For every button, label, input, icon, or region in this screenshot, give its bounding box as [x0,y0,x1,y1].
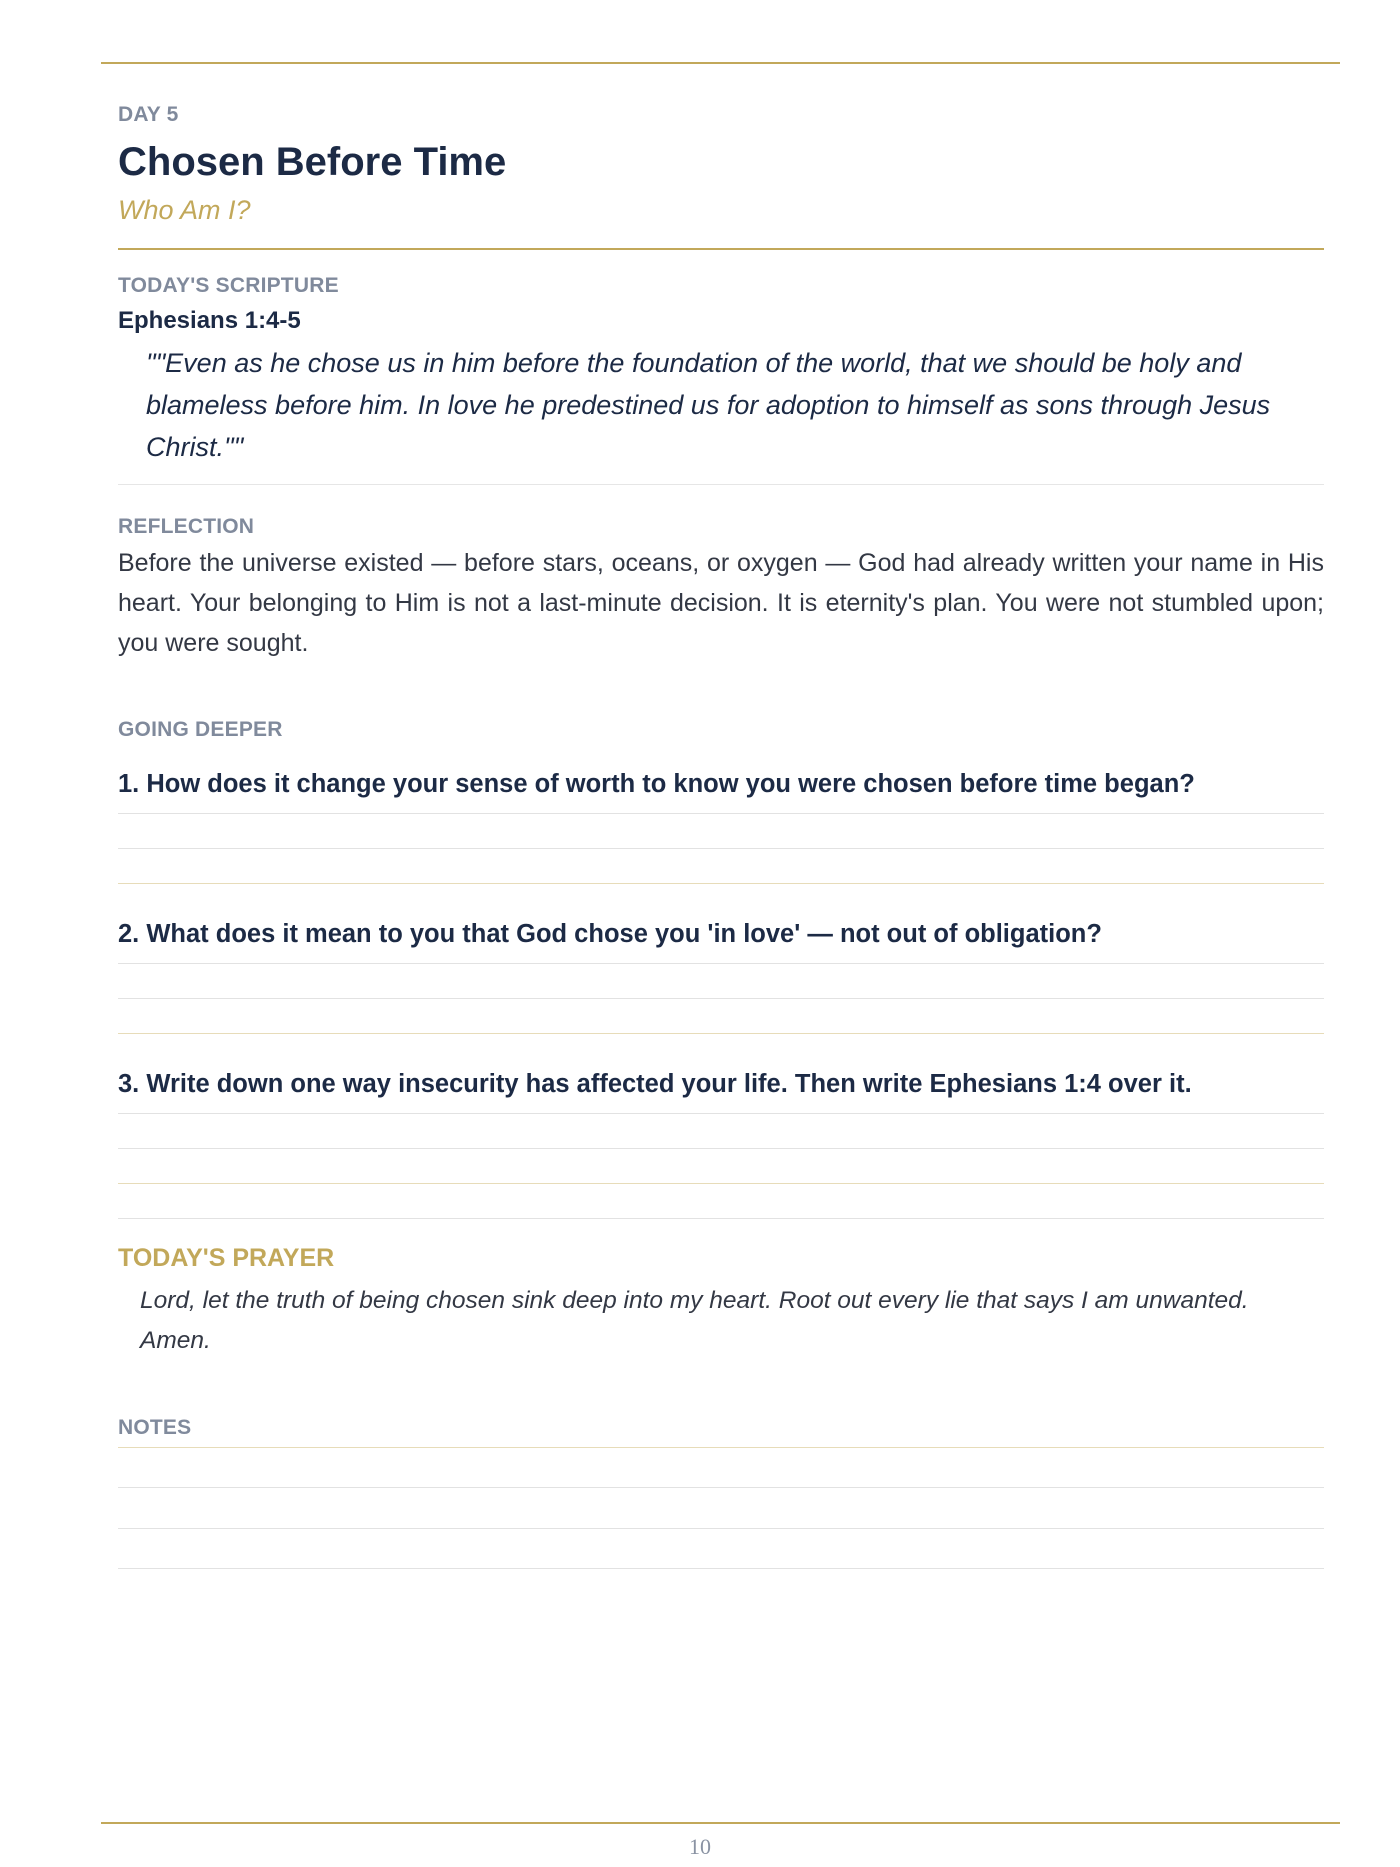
question-2: 2. What does it mean to you that God chose you 'in love' — not out of obligation? [118,920,1102,948]
answer-line[interactable] [118,813,1324,814]
page-title: Chosen Before Time [118,140,507,184]
answer-line[interactable] [118,998,1324,999]
notes-line[interactable] [118,1568,1324,1569]
question-3: 3. Write down one way insecurity has affected your life. Then write Ephesians 1:4 over it. [118,1070,1192,1098]
question-1: 1. How does it change your sense of worth to know you were chosen before time began? [118,770,1195,798]
prayer-label: TODAY'S PRAYER [118,1244,335,1272]
scripture-label: TODAY'S SCRIPTURE [118,274,339,297]
page-number: 10 [689,1834,711,1859]
answer-line[interactable] [118,1033,1324,1034]
bottom-border-rule [101,1822,1340,1824]
going-deeper-label: GOING DEEPER [118,718,283,741]
answer-line[interactable] [118,1183,1324,1184]
top-border-rule [101,62,1340,64]
scripture-quote: ""Even as he chose us in him before the foundation of the world, that we should be holy and blameless before him. In love he predestined us for adoption to himself as sons through Jesus Christ."" [146,348,1271,462]
answer-line[interactable] [118,883,1324,884]
scripture-reference: Ephesians 1:4-5 [118,307,301,334]
answer-line[interactable] [118,1218,1324,1219]
answer-line[interactable] [118,963,1324,964]
prayer-text: Lord, let the truth of being chosen sink deep into my heart. Root out every lie that says I am unwanted. Amen. [140,1287,1249,1354]
notes-label: NOTES [118,1416,192,1439]
answer-line[interactable] [118,1148,1324,1149]
reflection-text: Before the universe existed — before stars, oceans, or oxygen — God had already written your name in His heart. Your belonging to Him is not a last-minute decision. It is eternity's plan. You were not stumbled upon; you were sought. [118,549,1324,657]
page-subtitle: Who Am I? [118,195,251,225]
notes-line[interactable] [118,1447,1324,1448]
reflection-label: REFLECTION [118,515,255,538]
answer-line[interactable] [118,848,1324,849]
day-label: DAY 5 [118,103,179,126]
notes-line[interactable] [118,1487,1324,1488]
scripture-divider [118,484,1324,485]
answer-line[interactable] [118,1113,1324,1114]
notes-line[interactable] [118,1528,1324,1529]
header-divider [118,248,1324,250]
